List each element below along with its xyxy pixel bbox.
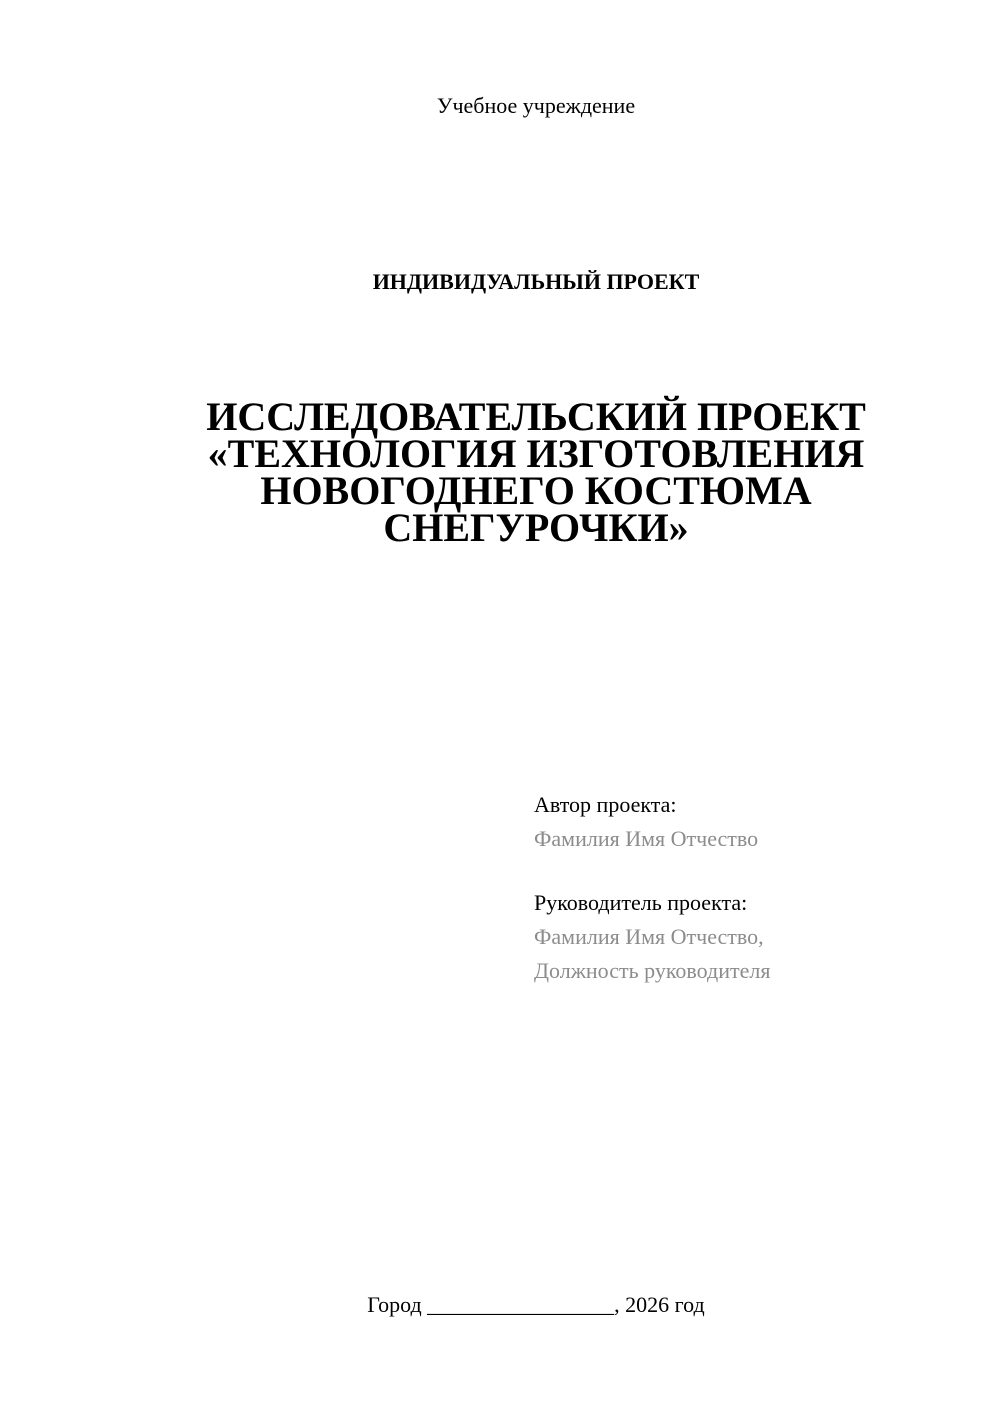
project-info-block (534, 788, 974, 988)
project-title (0, 394, 1000, 550)
project-type-heading: ИНДИВИДУАЛЬНЫЙ ПРОЕКТ (372, 269, 700, 294)
author-name: Фамилия Имя Отчество (534, 826, 759, 851)
project-title-line: ИССЛЕДОВАТЕЛЬСКИЙ ПРОЕКТ (206, 394, 866, 439)
author-label: Автор проекта: (534, 792, 677, 817)
project-title-line: «ТЕХНОЛОГИЯ ИЗГОТОВЛЕНИЯ (207, 431, 865, 476)
supervisor-name: Фамилия Имя Отчество, (534, 924, 764, 949)
info-spacer (534, 856, 974, 886)
project-title-line: СНЕГУРОЧКИ» (383, 505, 689, 550)
city-year-line: Город _________________, 2026 год (367, 1292, 705, 1317)
institution-name: Учебное учреждение (436, 93, 636, 118)
supervisor-position: Должность руководителя (534, 958, 771, 983)
project-title-line: НОВОГОДНЕГО КОСТЮМА (260, 468, 812, 513)
supervisor-label: Руководитель проекта: (534, 890, 748, 915)
